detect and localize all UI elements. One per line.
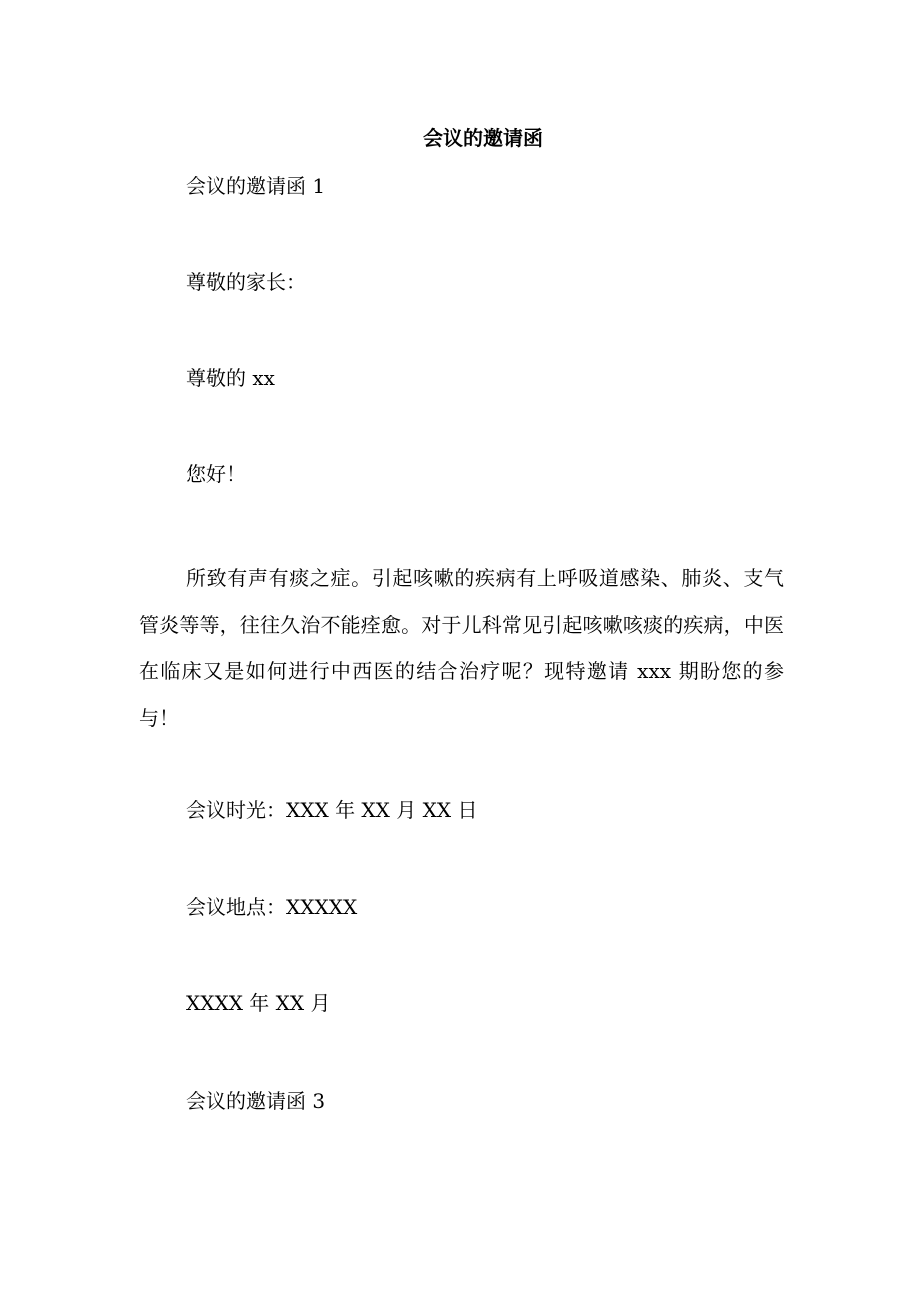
meeting-place-line: 会议地点：XXXXX: [186, 895, 358, 919]
section-heading-1: 会议的邀请函 1: [186, 174, 326, 198]
date-line: XXXX 年 XX 月: [186, 991, 331, 1015]
greeting-line: 您好！: [186, 462, 246, 486]
section-heading-3: 会议的邀请函 3: [186, 1089, 326, 1113]
document-title: 会议的邀请函: [423, 126, 543, 150]
body-paragraph: 所致有声有痰之症。引起咳嗽的疾病有上呼吸道感染、肺炎、支气管炎等等，往往久治不能痊愈。对于儿科常见引起咳嗽咳痰的疾病，中医在临床又是如何进行中西医的结合治疗呢？现特邀请 xxx 期盼您的参与！: [139, 566, 784, 730]
recipient-line: 尊敬的 xx: [186, 366, 275, 390]
meeting-time-line: 会议时光：XXX 年 XX 月 XX 日: [186, 798, 478, 822]
salutation-line: 尊敬的家长：: [186, 270, 306, 294]
